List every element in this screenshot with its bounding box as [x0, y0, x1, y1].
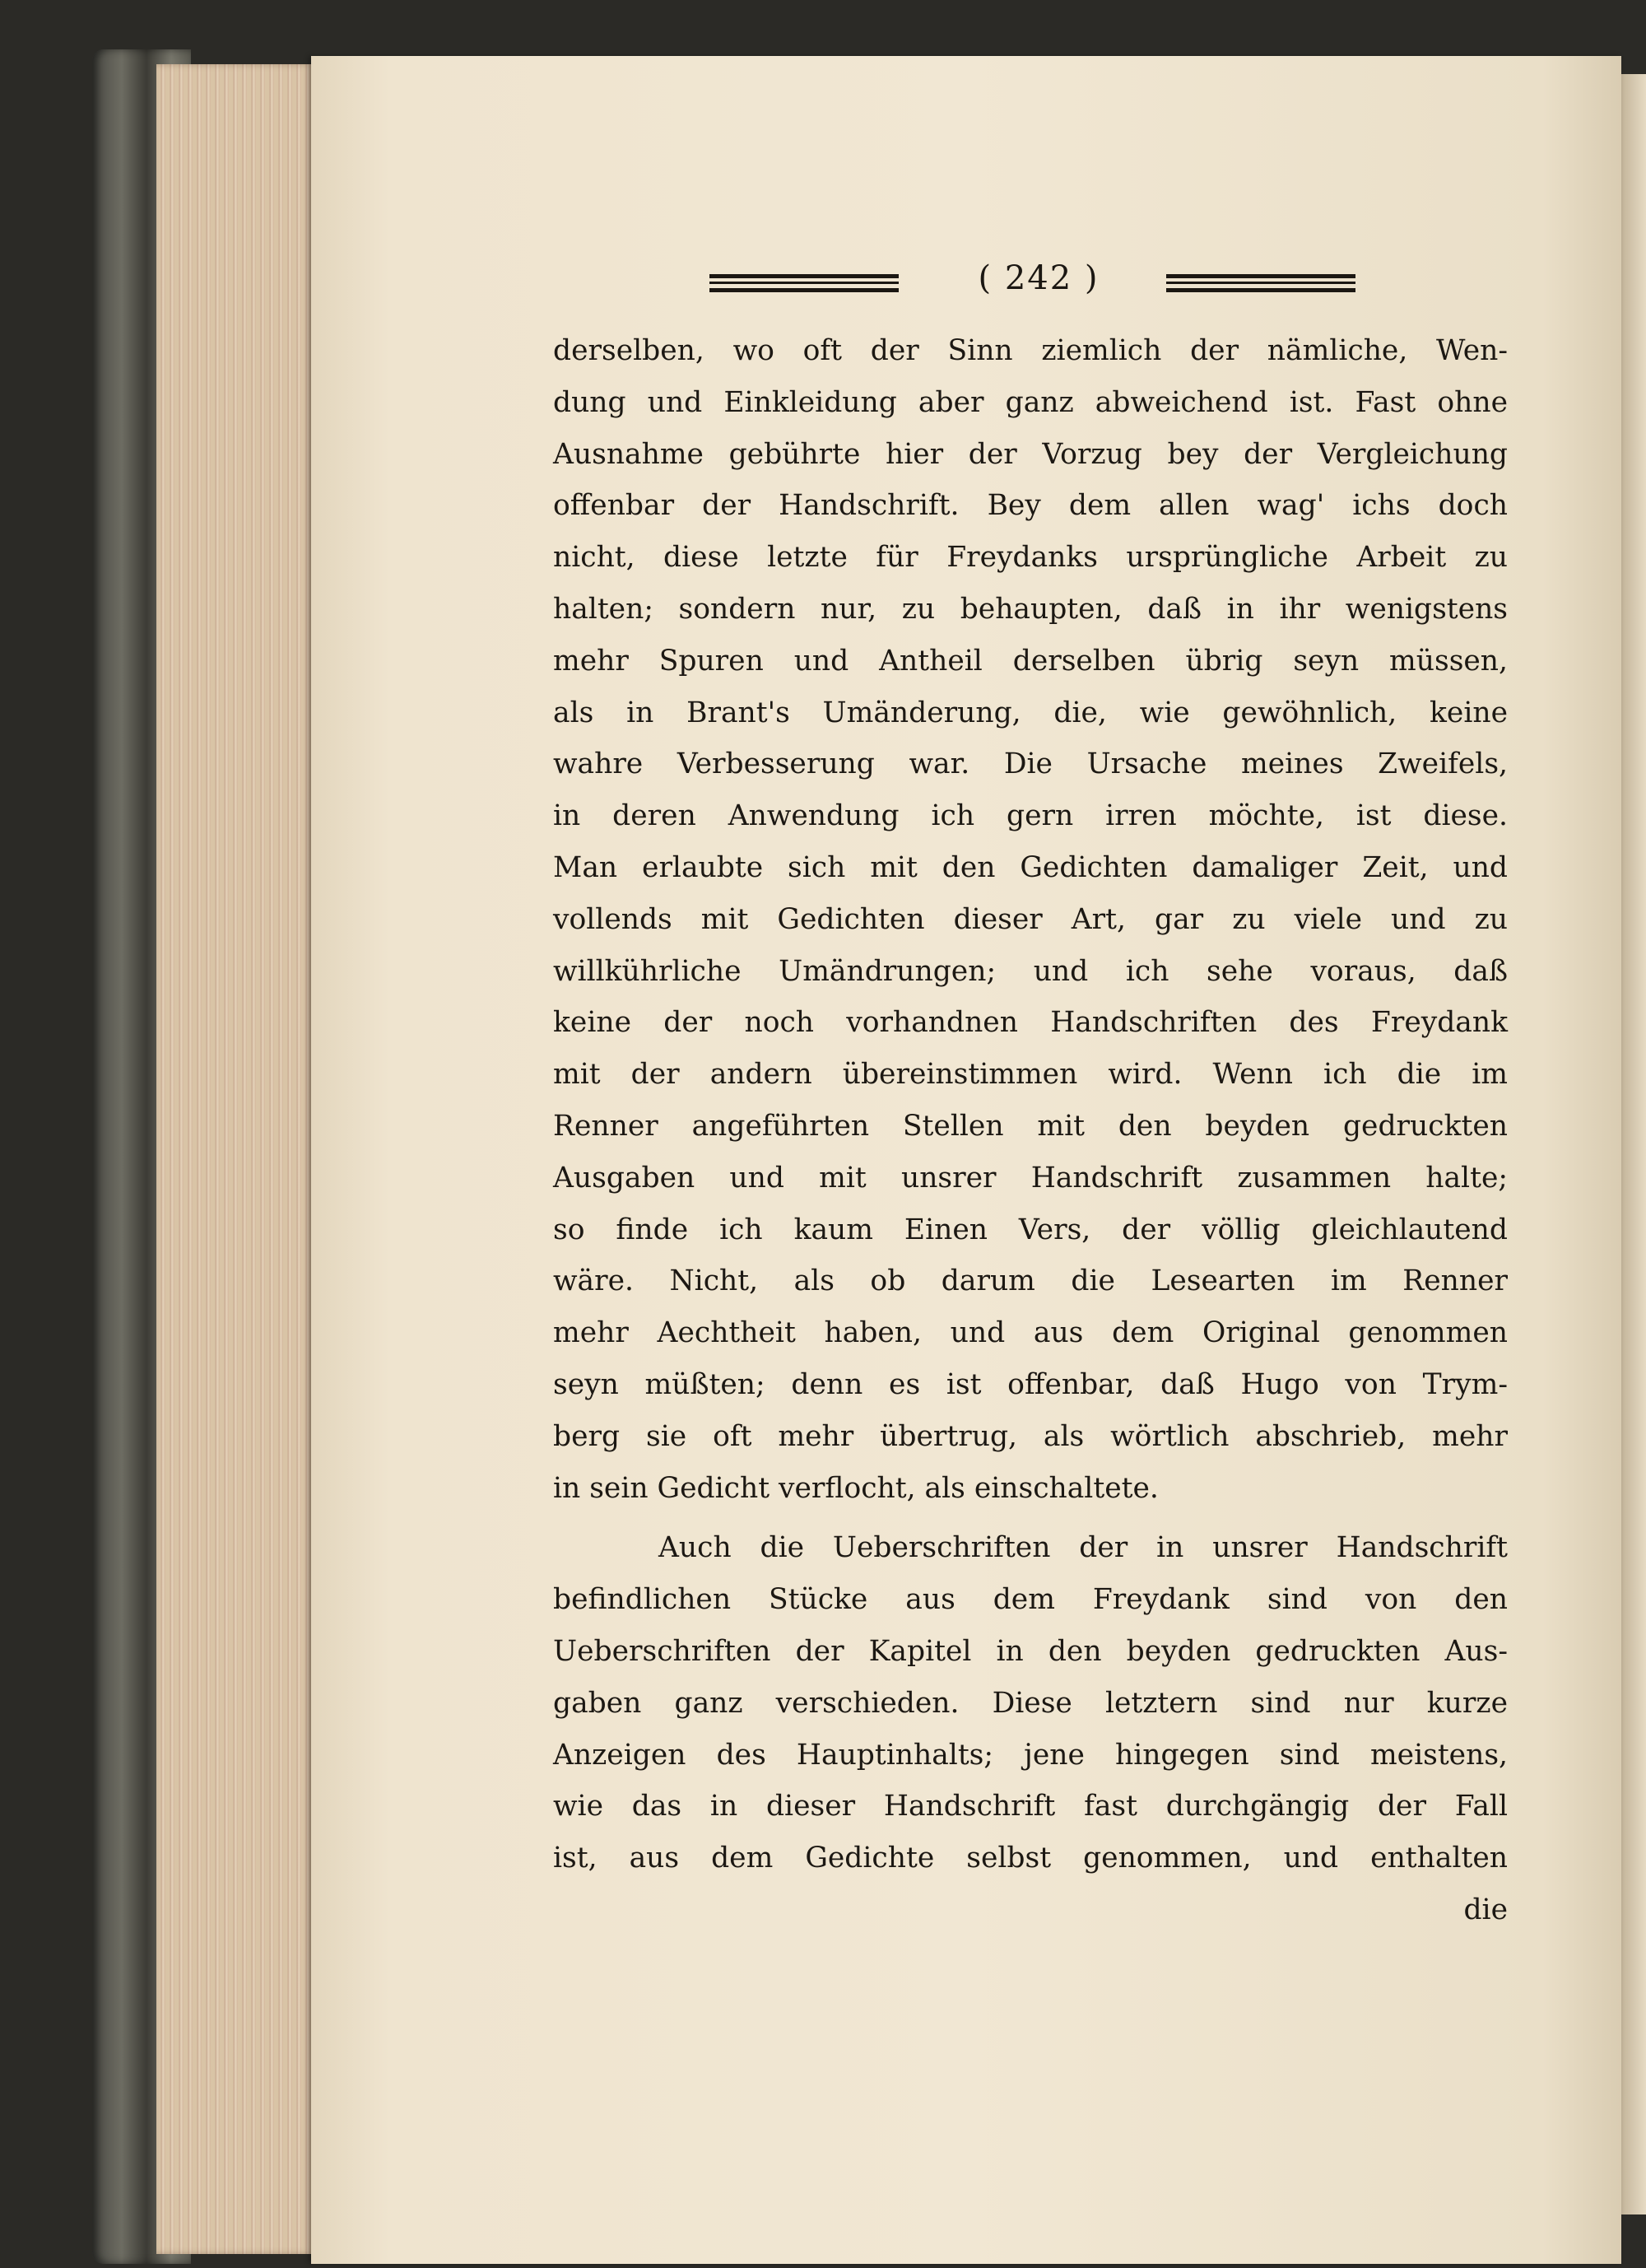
text-line: mehr Aechtheit haben, und aus dem Original genommen: [553, 1316, 1508, 1350]
header-rule-right: [1166, 274, 1355, 292]
text-line: berg sie oft mehr übertrug, als wörtlich abschrieb, mehr: [553, 1419, 1508, 1453]
text-line: keine der noch vorhandnen Handschriften des Freydank: [553, 1006, 1508, 1040]
text-line: so finde ich kaum Einen Vers, der völlig gleichlautend: [553, 1213, 1508, 1246]
text-line: mit der andern übereinstimmen wird. Wenn ich die im: [553, 1058, 1508, 1092]
text-line: Ueberschriften der Kapitel in den beyden gedruckten Aus-: [553, 1634, 1508, 1668]
body-text: [553, 325, 1508, 1936]
text-line: gaben ganz verschieden. Diese letztern sind nur kurze: [553, 1686, 1508, 1720]
text-line: befindlichen Stücke aus dem Freydank sind von den: [553, 1583, 1508, 1617]
page-number: ( 242 ): [978, 259, 1100, 297]
text-line: halten; sondern nur, zu behaupten, daß in ihr wenigstens: [553, 592, 1508, 626]
text-line: Renner angeführten Stellen mit den beyden gedruckten: [553, 1109, 1508, 1143]
text-line: seyn müßten; denn es ist offenbar, daß Hugo von Trym-: [553, 1367, 1508, 1401]
text-line: derselben, wo oft der Sinn ziemlich der nämliche, Wen-: [553, 334, 1508, 367]
header-rule-left: [709, 274, 899, 292]
page-header: [709, 259, 1368, 309]
text-line: offenbar der Handschrift. Bey dem allen wag' ichs doch: [553, 489, 1508, 523]
text-line: willkührliche Umändrungen; und ich sehe voraus, daß: [553, 954, 1508, 988]
text-line: Auch die Ueberschriften der in unsrer Handschrift: [658, 1531, 1508, 1565]
paragraph-2: [553, 1522, 1508, 1884]
page-stack-edge: [156, 64, 313, 2254]
catchword: die: [1463, 1893, 1508, 1926]
text-line: wäre. Nicht, als ob darum die Lesearten im Renner: [553, 1264, 1508, 1298]
paragraph-1: [553, 325, 1508, 1514]
text-line: vollends mit Gedichten dieser Art, gar zu viele und zu: [553, 902, 1508, 936]
text-line: Ausgaben und mit unsrer Handschrift zusammen halte;: [553, 1161, 1508, 1195]
text-line: nicht, diese letzte für Freydanks ursprüngliche Arbeit zu: [553, 541, 1508, 575]
text-line: Ausnahme gebührte hier der Vorzug bey der Vergleichung: [553, 437, 1508, 471]
text-line: wie das in dieser Handschrift fast durchgängig der Fall: [553, 1790, 1508, 1823]
text-line: dung und Einkleidung aber ganz abweichend ist. Fast ohne: [553, 385, 1508, 419]
text-line: wahre Verbesserung war. Die Ursache meines Zweifels,: [553, 747, 1508, 781]
text-line: ist, aus dem Gedichte selbst genommen, und enthalten: [553, 1842, 1508, 1875]
text-line: Anzeigen des Hauptinhalts; jene hingegen sind meistens,: [553, 1738, 1508, 1772]
text-line: in deren Anwendung ich gern irren möchte, ist diese.: [553, 799, 1508, 833]
text-line: in sein Gedicht verflocht, als einschaltete.: [553, 1471, 1159, 1505]
text-line: Man erlaubte sich mit den Gedichten damaliger Zeit, und: [553, 850, 1508, 884]
text-line: mehr Spuren und Antheil derselben übrig seyn müssen,: [553, 644, 1508, 678]
text-line: als in Brant's Umänderung, die, wie gewöhnlich, keine: [553, 696, 1508, 729]
